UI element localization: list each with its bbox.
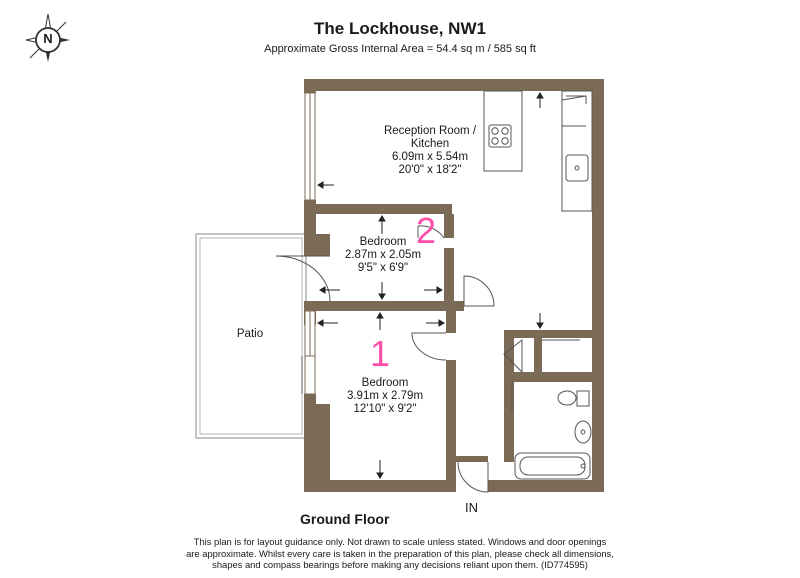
bedroom-1-name: Bedroom — [361, 377, 409, 389]
bedroom-1-label — [330, 377, 440, 416]
area-subtitle: Approximate Gross Internal Area = 54.4 sq m / 585 sq ft — [264, 43, 536, 55]
bedroom-1-imperial: 12'10" x 9'2" — [353, 403, 417, 415]
disclaimer-line-2: are approximate. Whilst every care is taken in the preparation of this plan, please check all dimensions, — [186, 547, 614, 559]
reception-room-metric: 6.09m x 5.54m — [391, 151, 469, 163]
patio-name: Patio — [236, 328, 264, 340]
patio-label — [225, 328, 275, 341]
entrance-label: IN — [465, 500, 478, 515]
disclaimer-line-1: This plan is for layout guidance only. Not drawn to scale unless stated. Windows and door openings — [193, 536, 607, 547]
marker-two: 2 — [416, 210, 437, 251]
reception-room-label — [360, 125, 500, 177]
disclaimer-line-3: shapes and compass bearings before making any decisions reliant upon them. (ID774595) — [212, 559, 588, 570]
bathroom-fixtures — [515, 391, 591, 479]
bedroom-1-metric: 3.91m x 2.79m — [346, 390, 424, 402]
bedroom-2-metric: 2.87m x 2.05m — [344, 249, 422, 261]
reception-room-imperial: 20'0" x 18'2" — [398, 164, 462, 176]
kitchen-units — [484, 91, 592, 211]
page-title: The Lockhouse, NW1 — [314, 19, 486, 38]
floor-label: Ground Floor — [300, 511, 390, 527]
bedroom-2-imperial: 9'5" x 6'9" — [357, 262, 409, 274]
disclaimer — [170, 536, 630, 571]
reception-room-name-line2: Kitchen — [410, 138, 450, 150]
marker-one: 1 — [370, 333, 391, 374]
reception-room-name-line1: Reception Room / — [383, 125, 477, 137]
compass-letter: N — [43, 31, 53, 46]
bedroom-2-name: Bedroom — [359, 236, 407, 248]
